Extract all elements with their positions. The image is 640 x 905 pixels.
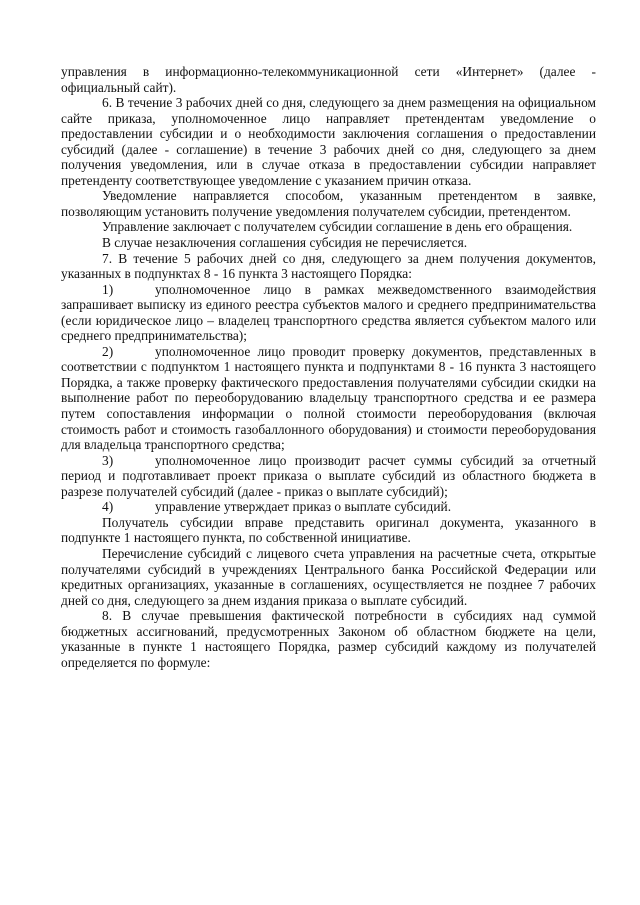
paragraph-clause-7: 7. В течение 5 рабочих дней со дня, следующего за днем получения документов, указанных в подпунктах 8 - 16 пункта 3 настоящего Порядка: xyxy=(61,250,596,282)
list-item-text: уполномоченное лицо проводит проверку документов, представленных в соответствии с подпунктом 1 настоящего пункта и подпунктами 8 - 16 пункта 3 настоящего Порядка, а также проверку фактического предоставления получателями субсидии скидки на выполнение работ по переоборудованию владельцу транспортного средства и ее размера путем сопоставления информации о полной стоимости переоборудования (включая стоимость работ и стоимость газобаллонного оборудования) и стоимости переоборудования для владельца транспортного средства; xyxy=(61,343,596,453)
paragraph-original-document: Получатель субсидии вправе представить оригинал документа, указанного в подпункте 1 настоящего пункта, по собственной инициативе. xyxy=(61,514,596,546)
paragraph-no-agreement: В случае незаключения соглашения субсидия не перечисляется. xyxy=(102,235,468,251)
list-item xyxy=(61,499,596,515)
list-item-text: уполномоченное лицо производит расчет суммы субсидий за отчетный период и подготавливает проект приказа о выплате субсидий из областного бюджета в разрезе получателей субсидий (далее - приказ о выплате субсидий); xyxy=(61,452,596,499)
list-item-number: 3) xyxy=(102,452,114,468)
paragraph-clause-8: 8. В случае превышения фактической потребности в субсидиях над суммой бюджетных ассигнований, предусмотренных Законом об областном бюджете на цели, указанные в пункте 1 настоящего Порядка, размер субсидий каждому из получателей определяется по формуле: xyxy=(61,608,596,670)
list-item-text: уполномоченное лицо в рамках межведомственного взаимодействия запрашивает выписку из единого реестра субъектов малого и среднего предпринимательства (если юридическое лицо – владелец транспортного средства является субъектом малого или среднего предпринимательства); xyxy=(61,281,596,344)
paragraph-notification-method: Уведомление направляется способом, указанным претендентом в заявке, позволяющим установить получение уведомления получателем субсидии, претендентом. xyxy=(61,188,596,219)
list-item-number: 1) xyxy=(102,281,114,297)
list-item xyxy=(61,282,596,344)
paragraph-transfer-of-subsidies: Перечисление субсидий с лицевого счета управления на расчетные счета, открытые получателями субсидий в учреждениях Центрального банка Российской Федерации или кредитных организациях, указанные в соглашениях, осуществляется не позднее 7 рабочих дней со дня, следующего за днем издания приказа о выплате субсидий. xyxy=(61,545,596,608)
list-item-number: 2) xyxy=(102,343,114,359)
list-item xyxy=(61,453,596,500)
paragraph-intro-continuation: управления в информационно-телекоммуникационной сети «Интернет» (далее - официальный сайт). xyxy=(61,64,596,95)
paragraph-clause-6: 6. В течение 3 рабочих дней со дня, следующего за днем размещения на официальном сайте приказа, уполномоченное лицо направляет претендентам уведомление о предоставлении субсидии и о необходимости заключения соглашения о предоставлении субсидий (далее - соглашение) в течение 3 рабочих дней со дня, следующего за днем получения уведомления, или в случае отказа в предоставлении субсидии направляет претенденту соответствующее уведомление с указанием причин отказа. xyxy=(61,95,596,188)
list-item-number: 4) xyxy=(102,499,114,515)
list-item-text: управление утверждает приказ о выплате субсидий. xyxy=(155,499,452,515)
list-item xyxy=(61,344,596,453)
paragraph-agreement-conclusion: Управление заключает с получателем субсидии соглашение в день его обращения. xyxy=(102,219,573,235)
document-page xyxy=(61,64,596,670)
